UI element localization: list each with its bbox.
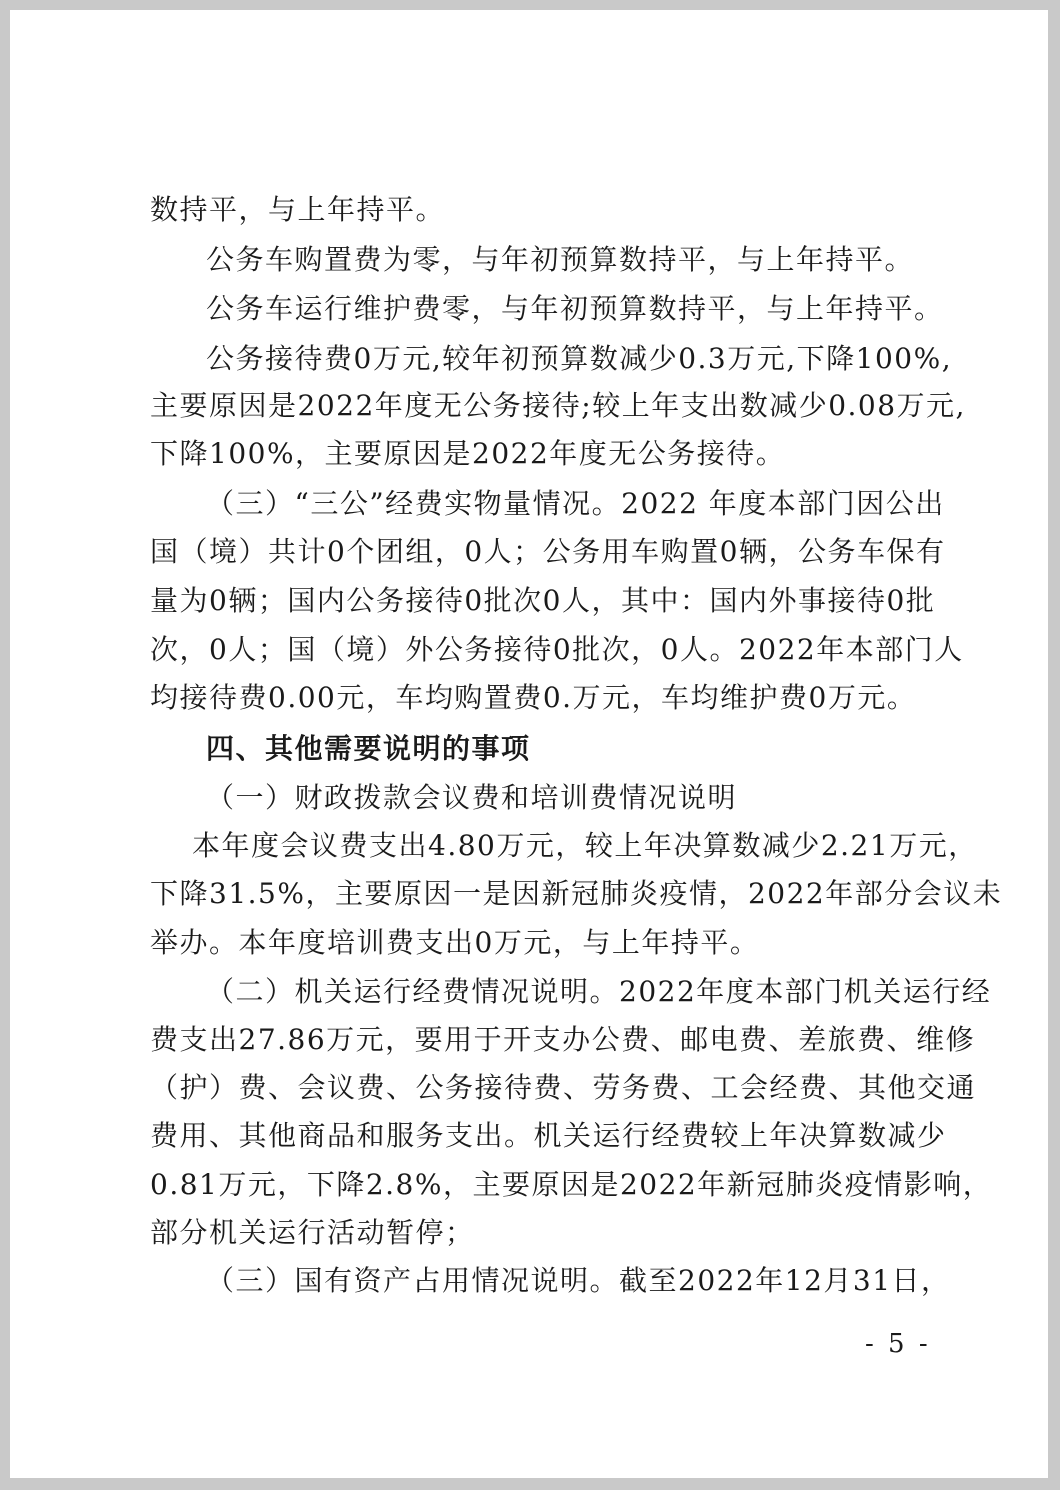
text-line: 公务接待费0万元,较年初预算数减少0.3万元,下降100%, [206,342,953,375]
text-line: 下降31.5%，主要原因一是因新冠肺炎疫情，2022年部分会议未 [150,877,1003,910]
text-line: 本年度会议费支出4.80万元，较上年决算数减少2.21万元， [192,829,978,862]
section-heading: 四、其他需要说明的事项 [206,732,531,765]
text-line: 数持平，与上年持平。 [150,193,446,226]
text-line: 费支出27.86万元，要用于开支办公费、邮电费、差旅费、维修 [150,1023,976,1056]
text-line: 举办。本年度培训费支出0万元，与上年持平。 [150,926,760,959]
text-line: 费用、其他商品和服务支出。机关运行经费较上年决算数减少 [150,1119,947,1152]
text-line: 次，0人；国（境）外公务接待0批次，0人。2022年本部门人 [150,633,964,666]
text-line: 公务车运行维护费零，与年初预算数持平，与上年持平。 [206,292,944,325]
text-line: （护）费、会议费、公务接待费、劳务费、工会经费、其他交通 [150,1071,977,1104]
text-line: （二）机关运行经费情况说明。2022年度本部门机关运行经 [206,975,992,1008]
text-line: 部分机关运行活动暂停； [150,1216,475,1249]
text-line: 均接待费0.00元，车均购置费0.万元，车均维护费0万元。 [150,681,917,714]
page-number: - 5 - [865,1329,931,1359]
text-line: 国（境）共计0个团组，0人；公务用车购置0辆，公务车保有 [150,535,946,568]
text-line: 主要原因是2022年度无公务接待;较上年支出数减少0.08万元, [150,389,966,422]
text-line: 下降100%，主要原因是2022年度无公务接待。 [150,437,786,470]
text-line: 0.81万元，下降2.8%，主要原因是2022年新冠肺炎疫情影响， [150,1168,993,1201]
text-line: （三）国有资产占用情况说明。截至2022年12月31日， [206,1264,951,1297]
subsection-heading: （一）财政拨款会议费和培训费情况说明 [206,781,738,814]
document-page [10,10,1048,1478]
text-line: 量为0辆；国内公务接待0批次0人，其中：国内外事接待0批 [150,584,936,617]
text-line: （三）“三公”经费实物量情况。2022 年度本部门因公出 [206,487,945,520]
text-line: 公务车购置费为零，与年初预算数持平，与上年持平。 [206,243,915,276]
